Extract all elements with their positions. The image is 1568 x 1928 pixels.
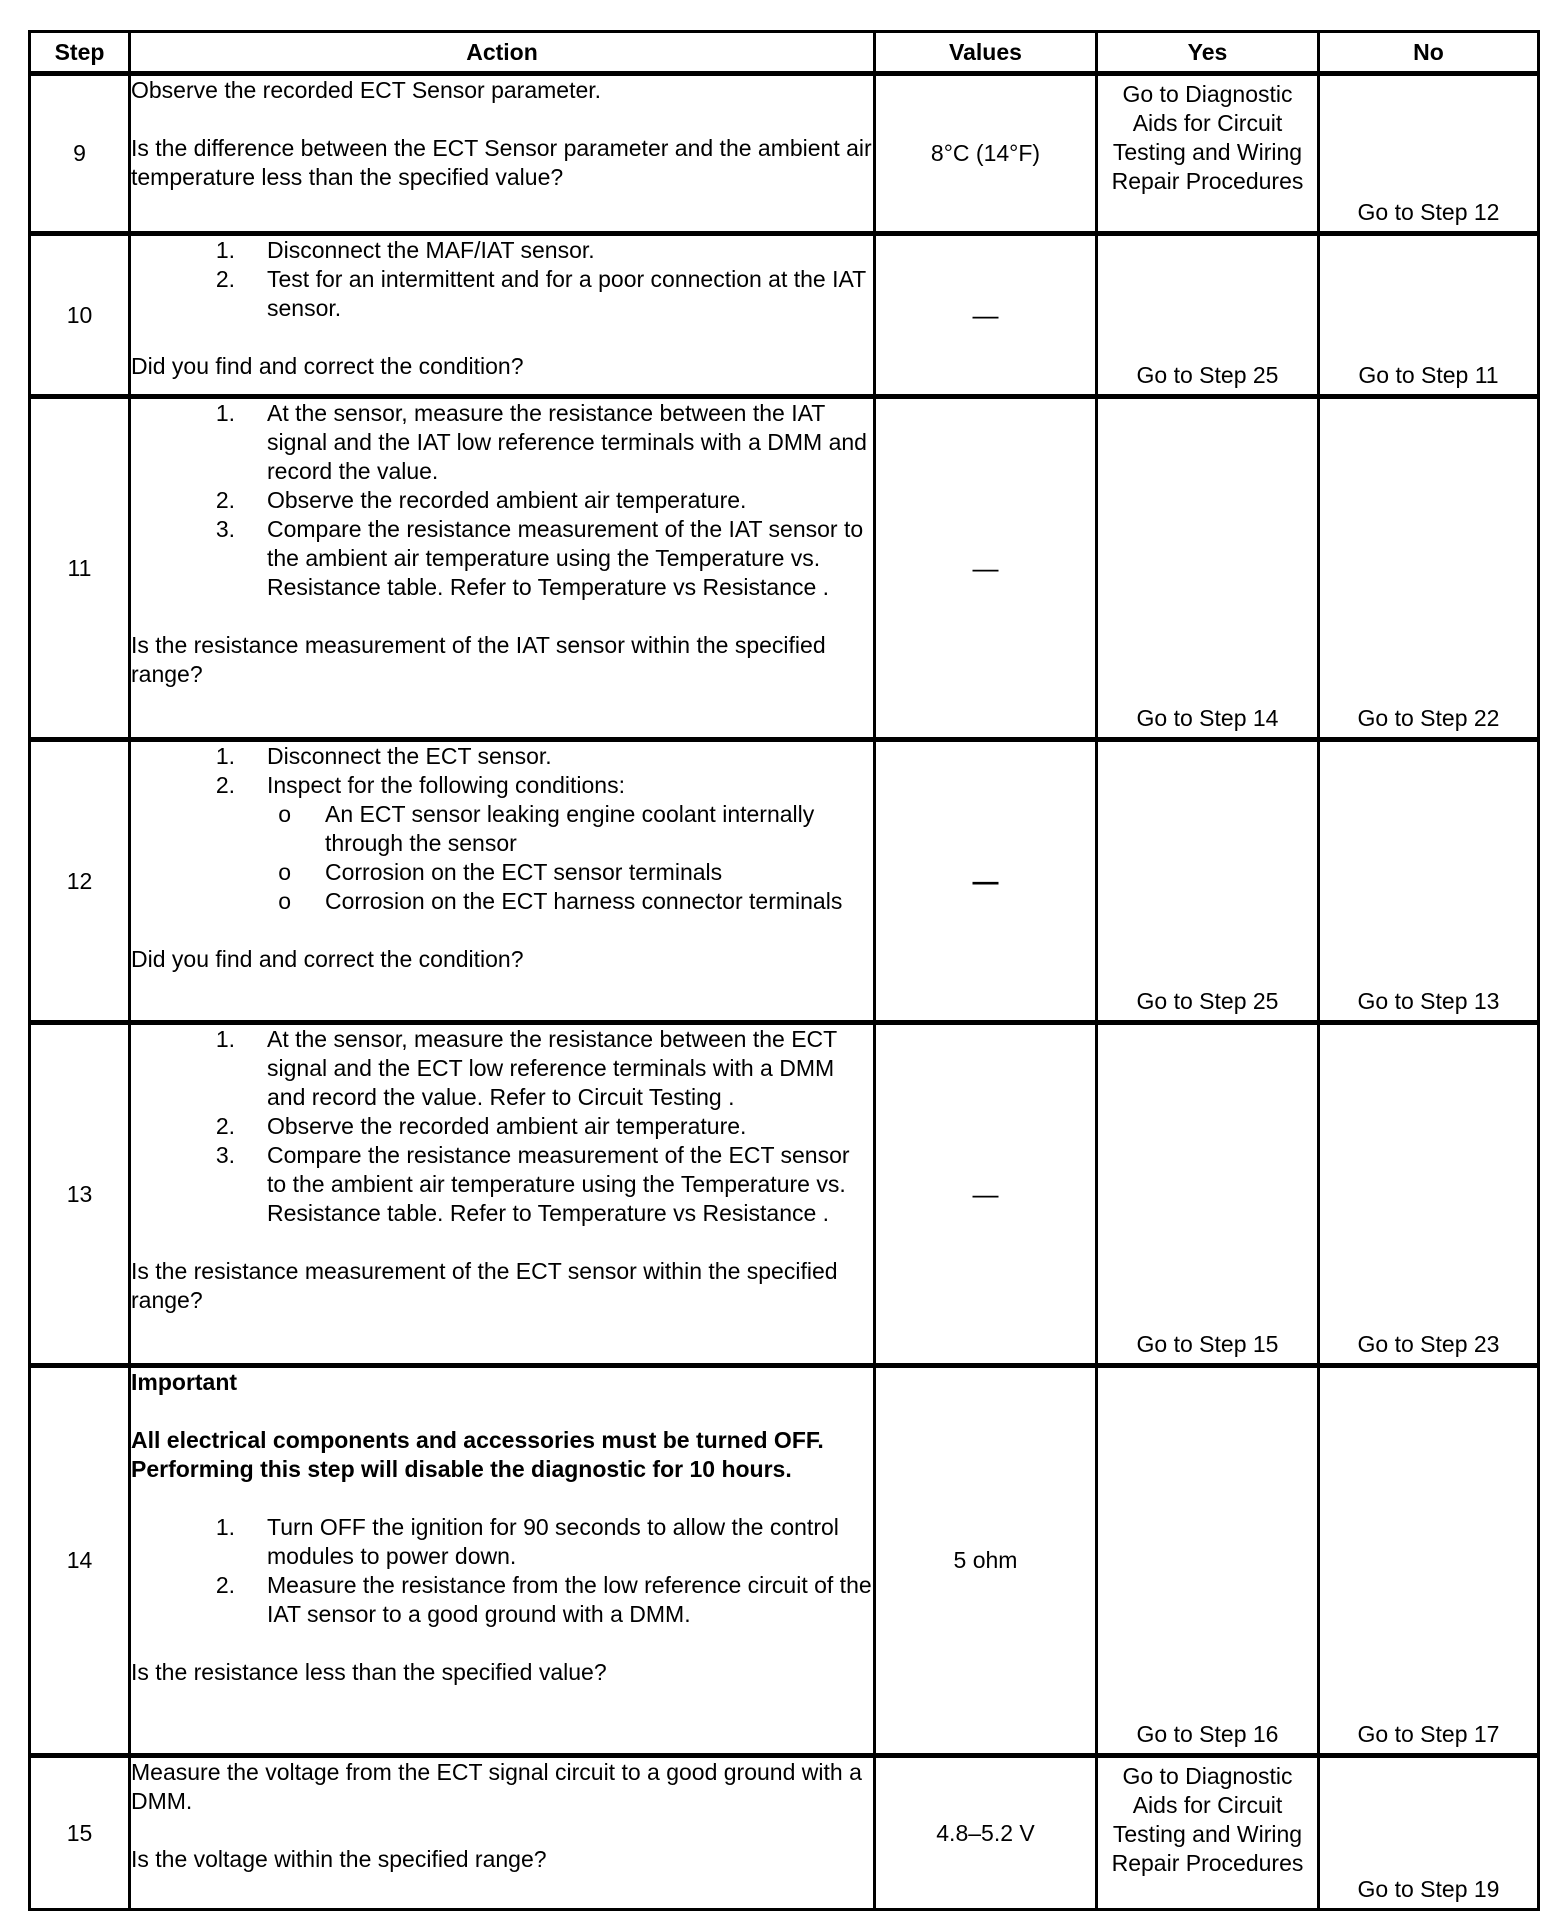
list-item: o An ECT sensor leaking engine coolant internally through the sensor bbox=[278, 801, 815, 856]
list-item: 2. Inspect for the following conditions: bbox=[215, 772, 625, 798]
action-steps bbox=[131, 1513, 873, 1629]
action-question: Is the difference between the ECT Sensor parameter and the ambient air temperature less than the specified value? bbox=[131, 135, 872, 190]
no-outcome: Go to Step 17 bbox=[1317, 1363, 1537, 1753]
no-outcome: Go to Step 23 bbox=[1317, 1020, 1537, 1363]
no-outcome: Go to Step 22 bbox=[1317, 394, 1537, 737]
value-cell: 8°C (14°F) bbox=[873, 76, 1095, 231]
list-item: 2. Observe the recorded ambient air temperature. bbox=[215, 487, 747, 513]
list-item: o Corrosion on the ECT harness connector terminals bbox=[278, 888, 843, 914]
header-no: No bbox=[1317, 33, 1537, 76]
header-step: Step bbox=[31, 33, 128, 76]
value-cell: — bbox=[873, 394, 1095, 737]
table-row bbox=[31, 231, 1537, 394]
header-row bbox=[31, 33, 1537, 76]
list-item: 1. Disconnect the ECT sensor. bbox=[215, 743, 552, 769]
header-values: Values bbox=[873, 33, 1095, 76]
header-yes: Yes bbox=[1095, 33, 1317, 76]
step-number: 11 bbox=[31, 394, 128, 737]
table-row bbox=[31, 737, 1537, 1020]
yes-outcome: Go to Step 14 bbox=[1095, 394, 1317, 737]
action-question: Is the resistance less than the specified value? bbox=[131, 1659, 607, 1685]
action-steps bbox=[131, 742, 873, 800]
action-question: Is the resistance measurement of the IAT sensor within the specified range? bbox=[131, 632, 826, 687]
list-item: 3. Compare the resistance measurement of the ECT sensor to the ambient air temperature using the Temperature vs. Resistance table. Refer to Temperature vs Resistance . bbox=[215, 1142, 850, 1226]
action-question: Is the voltage within the specified range? bbox=[131, 1846, 547, 1872]
step-number: 12 bbox=[31, 737, 128, 1020]
action-cell bbox=[128, 737, 873, 1020]
step-number: 10 bbox=[31, 231, 128, 394]
step-number: 9 bbox=[73, 140, 86, 166]
list-item: 2. Test for an intermittent and for a poor connection at the IAT sensor. bbox=[215, 266, 866, 321]
condition-list bbox=[131, 800, 873, 916]
action-intro: Measure the voltage from the ECT signal circuit to a good ground with a DMM. bbox=[131, 1759, 862, 1814]
action-cell bbox=[128, 76, 873, 231]
action-cell bbox=[128, 394, 873, 737]
no-outcome: Go to Step 11 bbox=[1317, 231, 1537, 394]
action-question: Did you find and correct the condition? bbox=[131, 353, 524, 379]
list-item: 1. At the sensor, measure the resistance between the ECT signal and the ECT low reference terminals with a DMM and record the value. Refer to Circuit Testing . bbox=[215, 1026, 837, 1110]
action-cell bbox=[128, 231, 873, 394]
yes-outcome: Go to Diagnostic Aids for Circuit Testing and Wiring Repair Procedures bbox=[1095, 1753, 1317, 1908]
yes-outcome: Go to Step 16 bbox=[1095, 1363, 1317, 1753]
action-steps bbox=[131, 399, 873, 602]
list-item: 1. Turn OFF the ignition for 90 seconds to allow the control modules to power down. bbox=[215, 1514, 839, 1569]
action-steps bbox=[131, 236, 873, 323]
no-outcome: Go to Step 19 bbox=[1317, 1753, 1537, 1908]
list-item: 3. Compare the resistance measurement of the IAT sensor to the ambient air temperature using the Temperature vs. Resistance table. Refer to Temperature vs Resistance . bbox=[215, 516, 864, 600]
value-cell: — bbox=[873, 1020, 1095, 1363]
table-row bbox=[31, 394, 1537, 737]
yes-outcome: Go to Step 15 bbox=[1095, 1020, 1317, 1363]
step-number: 13 bbox=[31, 1020, 128, 1363]
diagnostic-table bbox=[28, 30, 1540, 1911]
yes-outcome: Go to Diagnostic Aids for Circuit Testing and Wiring Repair Procedures bbox=[1095, 76, 1317, 231]
important-title: Important bbox=[131, 1369, 238, 1395]
list-item: 2. Measure the resistance from the low reference circuit of the IAT sensor to a good ground with a DMM. bbox=[215, 1572, 872, 1627]
step-number: 14 bbox=[31, 1363, 128, 1753]
no-outcome: Go to Step 13 bbox=[1317, 737, 1537, 1020]
table-row bbox=[31, 1753, 1537, 1908]
action-question: Is the resistance measurement of the ECT sensor within the specified range? bbox=[131, 1258, 838, 1313]
table-row bbox=[31, 1363, 1537, 1753]
step-number: 15 bbox=[31, 1753, 128, 1908]
no-outcome: Go to Step 12 bbox=[1317, 76, 1537, 231]
table-row bbox=[31, 1020, 1537, 1363]
yes-outcome: Go to Step 25 bbox=[1095, 737, 1317, 1020]
important-text: All electrical components and accessories must be turned OFF. Performing this step will disable the diagnostic for 10 hours. bbox=[131, 1427, 824, 1482]
list-item: 2. Observe the recorded ambient air temperature. bbox=[215, 1113, 747, 1139]
action-cell bbox=[128, 1753, 873, 1908]
value-cell: — bbox=[873, 231, 1095, 394]
action-question: Did you find and correct the condition? bbox=[131, 946, 524, 972]
list-item: o Corrosion on the ECT sensor terminals bbox=[278, 859, 723, 885]
header-action: Action bbox=[128, 33, 873, 76]
list-item: 1. Disconnect the MAF/IAT sensor. bbox=[215, 237, 595, 263]
table-row bbox=[31, 76, 1537, 231]
list-item: 1. At the sensor, measure the resistance between the IAT signal and the IAT low reference terminals with a DMM and record the value. bbox=[215, 400, 867, 484]
value-cell: — bbox=[873, 737, 1095, 1020]
value-cell: 5 ohm bbox=[873, 1363, 1095, 1753]
yes-outcome: Go to Step 25 bbox=[1095, 231, 1317, 394]
action-cell bbox=[128, 1020, 873, 1363]
action-steps bbox=[131, 1025, 873, 1228]
action-intro: Observe the recorded ECT Sensor parameter. bbox=[131, 77, 602, 103]
action-cell bbox=[128, 1363, 873, 1753]
value-cell: 4.8–5.2 V bbox=[873, 1753, 1095, 1908]
